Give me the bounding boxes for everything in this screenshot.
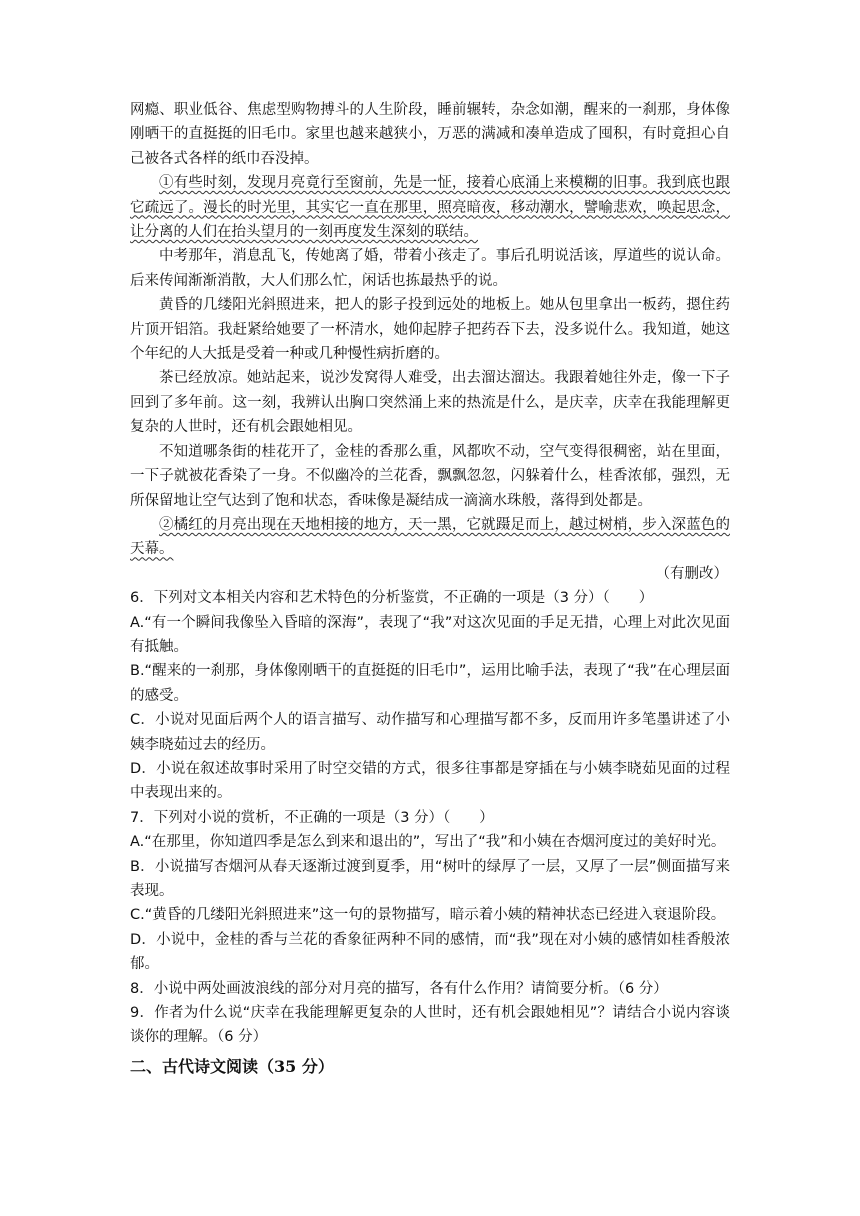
question-6-option-a: A.“有一个瞬间我像坠入昏暗的深海”，表现了“我”对这次见面的手足无措，心理上对此次见面有抵触。 <box>130 614 730 655</box>
question-8: 8．小说中两处画波浪线的部分对月亮的描写，各有什么作用？请简要分析。（6 分） <box>130 980 668 997</box>
passage-paragraph-3: 中考那年，消息乱飞，传她离了婚，带着小孩走了。事后孔明说活该，厚道些的说认命。后来传闻渐渐消散，大人们那么忙，闲话也拣最热乎的说。 <box>130 248 730 289</box>
question-9: 9．作者为什么说“庆幸在我能理解更复杂的人世时，还有机会跟她相见”？请结合小说内容谈谈你的理解。（6 分） <box>130 1005 730 1046</box>
question-6 <box>130 586 730 806</box>
wavy-underlined-moon-text-1: ①有些时刻，发现月亮竟行至窗前，先是一怔，接着心底涌上来模糊的旧事。我到底也跟它疏远了。漫长的时光里，其实它一直在那里，照亮暗夜，移动潮水，譬喻悲欢，唤起思念，让分离的人们在抬头望月的一刻再度发生深刻的联结。 <box>130 175 730 241</box>
question-6-option-c: C．小说对见面后两个人的语言描写、动作描写和心理描写都不多，反而用许多笔墨讲述了小姨李晓茹过去的经历。 <box>130 712 730 753</box>
question-7-option-c: C.“黄昏的几缕阳光斜照进来”这一句的景物描写，暗示着小姨的精神状态已经进入衰退阶段。 <box>130 907 726 924</box>
question-6-option-d: D．小说在叙述故事时采用了时空交错的方式，很多往事都是穿插在与小姨李晓茹见面的过程中表现出来的。 <box>130 760 730 802</box>
passage-paragraph-1: 网瘾、职业低谷、焦虑型购物搏斗的人生阶段，睡前辗转，杂念如潮，醒来的一刹那，身体像刚晒干的直挺挺的旧毛巾。家里也越来越狭小，万恶的满减和凑单造成了囤积，有时竟担心自己被各式各样的纸巾吞没掉。 <box>130 102 730 167</box>
wavy-underlined-moon-text-2: ②橘红的月亮出现在天地相接的地方，天一黑，它就蹑足而上，越过树梢，步入深蓝色的天幕。 <box>130 516 730 558</box>
section-2-title: 二、古代诗文阅读（35 分） <box>130 1056 334 1076</box>
question-7-option-d: D．小说中，金桂的香与兰花的香象征两种不同的感情，而“我”现在对小姨的感情如桂香般浓郁。 <box>130 931 730 973</box>
question-7-stem: 7．下列对小说的赏析，不正确的一项是（3 分）（ ） <box>130 809 494 826</box>
passage-paragraph-4: 黄昏的几缕阳光斜照进来，把人的影子投到远处的地板上。她从包里拿出一板药，摁住药片顶开铝箔。我赶紧给她要了一杯清水，她仰起脖子把药吞下去，没多说什么。我知道，她这个年纪的人大抵是受着一种或几种慢性病折磨的。 <box>130 297 730 363</box>
passage-paragraph-6: 不知道哪条街的桂花开了，金桂的香那么重，风都吹不动，空气变得很稠密，站在里面，一下子就被花香染了一身。不似幽冷的兰花香，飘飘忽忽，闪躲着什么，桂香浓郁，强烈，无所保留地让空气达到了饱和状态，香味像是凝结成一滴滴水珠般，落得到处都是。 <box>130 443 730 509</box>
question-7 <box>130 806 730 977</box>
reading-passage <box>130 98 730 586</box>
question-7-option-b: B．小说描写杏烟河从春天逐渐过渡到夏季，用“树叶的绿厚了一层，又厚了一层”侧面描写来表现。 <box>130 858 730 899</box>
passage-paragraph-2-wavy <box>130 171 730 244</box>
passage-paragraph-7-wavy <box>130 513 730 562</box>
passage-paragraph-5: 茶已经放凉。她站起来，说沙发窝得人难受，出去溜达溜达。我跟着她往外走，像一下子回到了多年前。这一刻，我辨认出胸口突然涌上来的热流是什么，是庆幸，庆幸在我能理解更复杂的人世时，还有机会跟她相见。 <box>130 370 730 436</box>
source-note: （有删改） <box>655 565 728 582</box>
question-7-option-a: A.“在那里，你知道四季是怎么到来和退出的”，写出了“我”和小姨在杏烟河度过的美好时光。 <box>130 834 726 851</box>
question-6-stem: 6．下列对文本相关内容和艺术特色的分析鉴赏，不正确的一项是（3 分）（ ） <box>130 590 654 607</box>
question-6-option-b: B.“醒来的一刹那，身体像刚晒干的直挺挺的旧毛巾”，运用比喻手法，表现了“我”在心理层面的感受。 <box>130 663 730 704</box>
